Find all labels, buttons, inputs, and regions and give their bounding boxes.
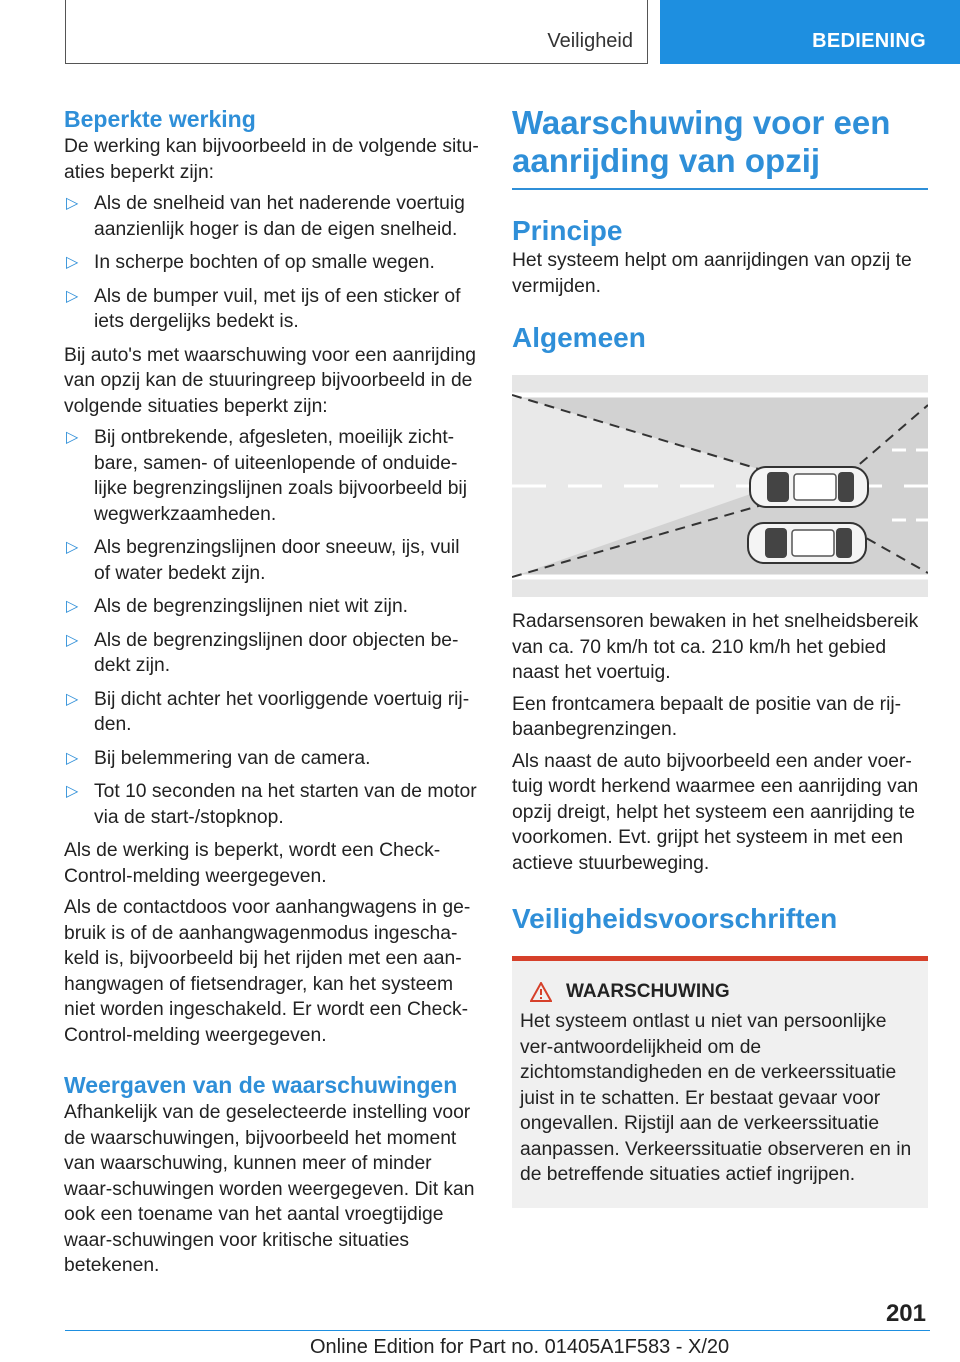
- bullet-list: [64, 425, 480, 830]
- paragraph: Afhankelijk van de geselecteerde instelling voor de waarschuwingen, bijvoorbeeld het moment van waarschuwing, kunnen meer of minder waar-schuwingen worden weergegeven. Dit kan ook een toename van het aantal vroegtijdige waar-schuwingen voor kritische situaties betekenen.: [64, 1102, 475, 1276]
- paragraph: Als de contactdoos voor aanhangwagens in ge-bruik is of de aanhangwagenmodus ingescha-keld is, bijvoorbeeld bij het rijden met een aan-hangwagen of fietsendrager, kan het systeem niet worden ingeschakeld. Er wordt een Check-Control-melding weergegeven.: [64, 897, 471, 1046]
- paragraph: Als naast de auto bijvoorbeeld een ander voer-tuig wordt herkend waarmee een aanrijding van opzij dreigt, helpt het systeem een aanrijding te voorkomen. Evt. grijpt het systeem in met een actieve stuurbeweging.: [512, 750, 919, 874]
- list-item: ▷ In scherpe bochten of op smalle wegen.: [64, 250, 480, 276]
- list-item: ▷ Bij ontbrekende, afgesleten, moeilijk zicht-bare, samen- of uiteenlopende of onduide-lijke begrenzingslijnen zoals bijvoorbeeld bij wegwerkzaamheden.: [66, 427, 467, 525]
- warning-text: Het systeem ontlast u niet van persoonlijke ver-antwoordelijkheid om de zichtomstandigheden en de verkeerssituatie juist in te schatten. Er bestaat gevaar voor ongevallen. Rijstijl aan de verkeerssituatie aanpassen. Verkeerssituatie observeren en in de betreffende situaties actief ingrijpen.: [520, 1011, 912, 1185]
- edition-text: Online Edition for Part no. 01405A1F583 - X/20: [310, 1336, 730, 1358]
- heading-weergaven: Weergaven van de waarschuwingen: [64, 1072, 458, 1098]
- triangle-bullet-icon: ▷: [66, 690, 79, 708]
- list-item: ▷ Als de bumper vuil, met ijs of een sticker of iets dergelijks bedekt is.: [66, 285, 461, 332]
- left-column: [64, 104, 480, 1285]
- triangle-bullet-icon: ▷: [66, 749, 79, 767]
- car-top: [750, 467, 868, 507]
- header-chapter-tab: [660, 0, 960, 64]
- warning-title: WAARSCHUWING: [566, 981, 730, 1002]
- heading-beperkte-werking: Beperkte werking: [64, 106, 256, 132]
- page-number: 201: [885, 1300, 926, 1327]
- title-divider: [512, 188, 928, 190]
- footer-divider: [65, 1330, 930, 1331]
- chapter-label: BEDIENING: [812, 30, 926, 52]
- section-label: Veiligheid: [547, 30, 633, 52]
- paragraph: Bij auto's met waarschuwing voor een aanrijding van opzij kan de stuuringreep bijvoorbeeld in de volgende situaties beperkt zijn:: [64, 344, 477, 417]
- warning-header: [520, 981, 920, 1003]
- heading-algemeen: Algemeen: [512, 322, 646, 353]
- paragraph: Als de werking is beperkt, wordt een Check-Control-melding weergegeven.: [64, 840, 441, 887]
- heading-veiligheidsvoorschriften: Veiligheidsvoorschriften: [512, 903, 838, 934]
- paragraph: Het systeem helpt om aanrijdingen van opzij te vermijden.: [512, 250, 912, 297]
- list-item: ▷ Als begrenzingslijnen door sneeuw, ijs, vuil of water bedekt zijn.: [66, 537, 460, 584]
- triangle-bullet-icon: ▷: [66, 783, 79, 800]
- road-diagram: [512, 375, 928, 597]
- right-column: [512, 104, 928, 1208]
- list-item: ▷ Bij belemmering van de camera.: [64, 746, 480, 772]
- triangle-bullet-icon: ▷: [66, 429, 79, 446]
- triangle-bullet-icon: ▷: [66, 631, 79, 649]
- bullet-list: [64, 191, 480, 335]
- list-item: ▷ Tot 10 seconden na het starten van de motor via de start-/stopknop.: [66, 781, 477, 828]
- list-item: ▷ Als de begrenzingslijnen door objecten be-dekt zijn.: [66, 629, 459, 676]
- triangle-bullet-icon: ▷: [66, 287, 79, 305]
- triangle-bullet-icon: ▷: [66, 254, 79, 271]
- warning-triangle-icon: [530, 982, 552, 1002]
- page-title: Waarschuwing voor een aanrijding van opzij: [512, 104, 891, 179]
- paragraph: De werking kan bijvoorbeeld in de volgende situ-aties beperkt zijn:: [64, 136, 479, 183]
- heading-principe: Principe: [512, 215, 623, 246]
- triangle-bullet-icon: ▷: [66, 539, 79, 556]
- warning-box: [512, 956, 928, 1208]
- triangle-bullet-icon: ▷: [66, 195, 79, 212]
- header-section-tab: [65, 0, 648, 64]
- car-bottom: [748, 523, 866, 563]
- paragraph: Een frontcamera bepaalt de positie van de rij-baanbegrenzingen.: [512, 693, 902, 740]
- side-collision-illustration: [512, 375, 928, 597]
- list-item: ▷ Als de snelheid van het naderende voertuig aanzienlijk hoger is dan de eigen snelheid.: [66, 193, 465, 240]
- paragraph: Radarsensoren bewaken in het snelheidsbereik van ca. 70 km/h tot ca. 210 km/h het gebied naast het voertuig.: [512, 611, 919, 683]
- list-item: ▷ Als de begrenzingslijnen niet wit zijn.: [64, 594, 480, 620]
- list-item: ▷ Bij dicht achter het voorliggende voertuig rij-den.: [66, 688, 470, 735]
- triangle-bullet-icon: ▷: [66, 598, 79, 615]
